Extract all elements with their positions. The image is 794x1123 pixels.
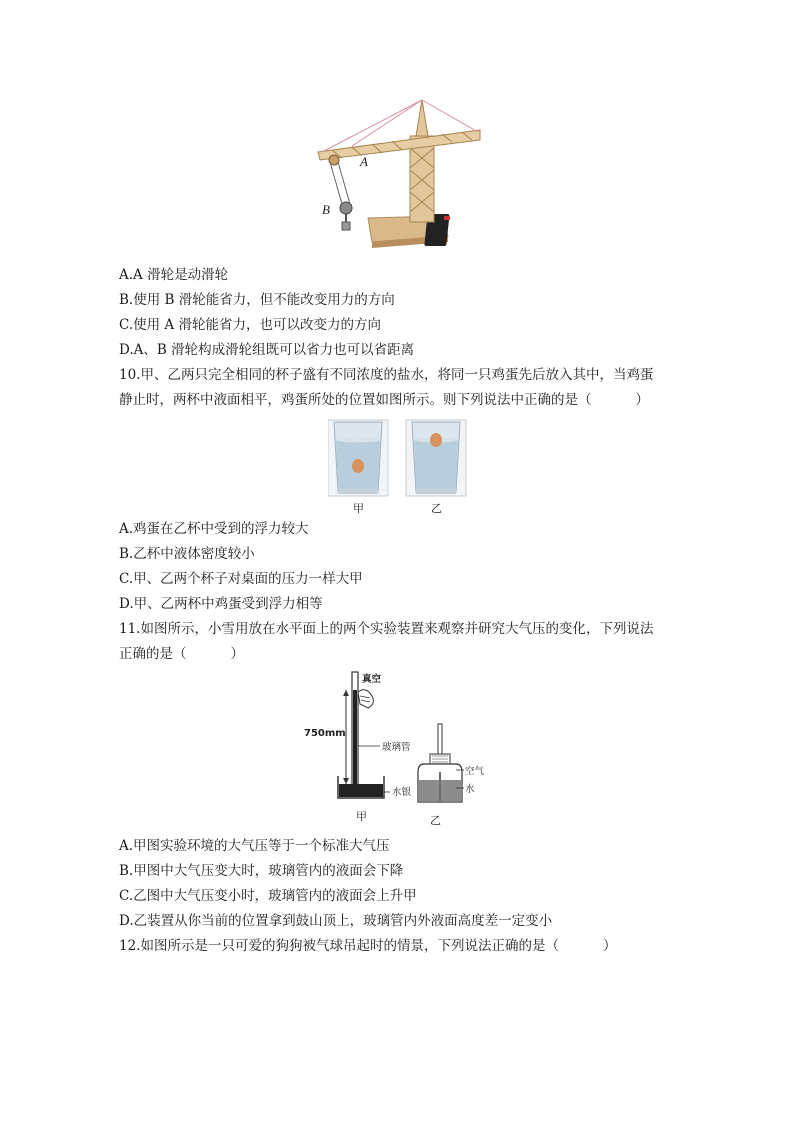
q10-option-c: C.甲、乙两个杯子对桌面的压力一样大甲 <box>119 571 363 587</box>
tube-label: 玻璃管 <box>382 742 411 753</box>
q10-option-a: A.鸡蛋在乙杯中受到的浮力较大 <box>119 521 309 537</box>
q11-option-b: B.甲图中大气压变大时，玻璃管内的液面会下降 <box>119 863 404 879</box>
q11-caption-right: 乙 <box>430 814 441 827</box>
q12-stem <box>119 937 616 955</box>
q10-option-d: D.甲、乙两杯中鸡蛋受到浮力相等 <box>119 596 323 612</box>
q9-option-a: A.A 滑轮是动滑轮 <box>119 267 229 283</box>
q11-stem-text: 正确的是（ <box>119 646 187 662</box>
mercury-label: 水银 <box>392 787 412 798</box>
q10-stem-close: ） <box>635 392 649 408</box>
egg-cups-figure <box>328 418 468 498</box>
q11-stem-line2 <box>119 645 244 663</box>
q10-caption-left: 甲 <box>353 502 364 515</box>
q12-stem-close: ） <box>602 938 617 954</box>
water-label: 水 <box>465 784 475 795</box>
crane-figure <box>312 96 484 260</box>
q11-option-d: D.乙装置从你当前的位置拿到鼓山顶上，玻璃管内外液面高度差一定变小 <box>119 913 553 929</box>
q11-option-a: A.甲图实验环境的大气压等于一个标准大气压 <box>119 838 390 854</box>
q10-stem-text: 静止时，两杯中液面相平，鸡蛋所处的位置如图所示。则下列说法中正确的是（ <box>119 392 592 408</box>
q10-option-b: B.乙杯中液体密度较小 <box>119 546 255 562</box>
q10-caption-right: 乙 <box>431 502 442 515</box>
pulley-b-label: B <box>322 202 330 217</box>
pulley-a-label: A <box>360 154 368 169</box>
barometer-figure <box>300 668 500 828</box>
q9-option-c: C.使用 A 滑轮能省力，也可以改变力的方向 <box>119 317 381 333</box>
q11-option-c: C.乙图中大气压变小时，玻璃管内的液面会上升甲 <box>119 888 417 904</box>
q10-stem-line2 <box>119 391 649 409</box>
q11-stem-line1: 11.如图所示，小雪用放在水平面上的两个实验装置来观察并研究大气压的变化，下列说法 <box>119 621 654 637</box>
q9-option-b: B.使用 B 滑轮能省力，但不能改变用力的方向 <box>119 292 395 308</box>
q9-option-d: D.A、B 滑轮构成滑轮组既可以省力也可以省距离 <box>119 342 415 358</box>
height-label: 750mm <box>304 728 346 739</box>
q11-stem-close: ） <box>230 646 244 662</box>
q10-stem-line1: 10.甲、乙两只完全相同的杯子盛有不同浓度的盐水，将同一只鸡蛋先后放入其中，当鸡蛋 <box>119 367 654 383</box>
air-label: 空气 <box>465 766 485 777</box>
q11-caption-left: 甲 <box>356 810 367 823</box>
vacuum-label: 真空 <box>362 674 382 685</box>
q12-stem-text: 12.如图所示是一只可爱的狗狗被气球吊起时的情景，下列说法正确的是（ <box>119 938 559 954</box>
